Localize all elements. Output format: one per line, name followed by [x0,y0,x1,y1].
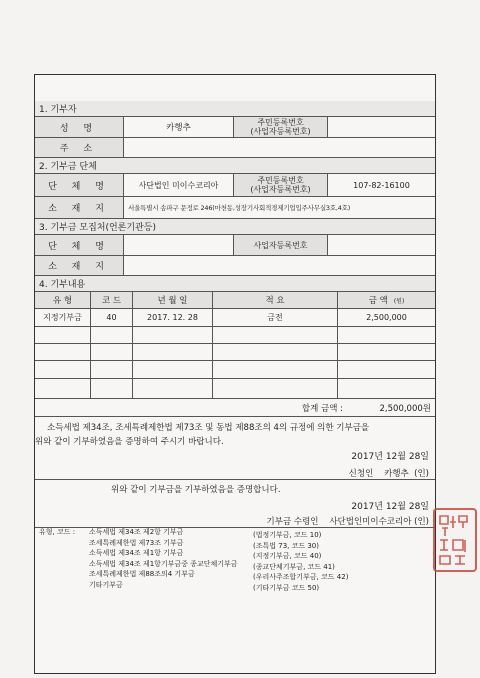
empty-cell [212,344,337,360]
table-row-empty [35,344,435,361]
recipient-id-label-2: (사업자등록번호) [250,185,311,194]
code-value: (우리사주조합기부금, 코드 42) [253,573,349,581]
confirmation-line: 위와 같이 기부금을 기부하였음을 증명합니다. [111,485,281,495]
empty-cell [212,361,337,378]
recipient-id-label-1: 주민등록번호 [257,176,304,185]
code-description: 소득세법 제34조 제1항기부금중 종교단체기부금 [89,559,238,568]
table-row-empty [35,379,435,399]
statement-line-2: 위와 같이 기부하였음을 증명하여 주시기 바랍니다. [35,437,224,447]
collector-location-row [35,256,435,276]
empty-cell [35,361,90,378]
col-desc-header: 적 요 [212,292,337,308]
code-value: (조특법 73, 코드 30) [253,541,319,550]
collector-section-header [35,219,435,235]
code-value: (법정기부금, 코드 10) [253,531,322,539]
recipient-section-header [35,158,435,174]
applicant-seal: (인) [414,469,429,479]
col-code-header: 코 드 [90,292,132,308]
receiver-name: 사단법인미이수코리아 [329,517,412,527]
collector-biz-value [327,235,435,255]
recipient-org-value: 사단법인 미이수코리아 [123,174,233,196]
codes-label: 유형, 코드 : [39,528,76,536]
applicant-label: 신청인 [348,469,374,479]
code-description: 기타기부금 [89,580,123,589]
col-amount-label: 금 액 [368,296,388,306]
recipient-id-value: 107-82-16100 [327,174,435,196]
donor-id-label-2: (사업자등록번호) [250,127,311,136]
donor-section-title: 1. 기부자 [39,105,77,115]
collector-biz-label: 사업자등록번호 [233,235,327,255]
codes-right-list [253,530,348,593]
empty-cell [90,344,132,360]
empty-cell [132,327,212,343]
statement-line-1: 소득세법 제34조, 조세특례제한법 제73조 및 동법 제88조의 4의 규정에 의한 기부금을 [47,423,370,433]
empty-cell [35,379,90,398]
table-row [35,309,435,327]
empty-cell [337,344,435,360]
donor-section-header [35,101,435,117]
empty-cell [90,379,132,398]
col-type-header: 유 형 [52,296,73,306]
recipient-location-row [35,197,435,219]
donor-id-label-1: 주민등록번호 [257,118,304,127]
total-row [35,399,435,417]
empty-cell [90,327,132,343]
seal-graphic [435,510,475,570]
codes-left-list [89,527,238,590]
col-date-header: 년 월 일 [132,292,212,308]
details-header-row [35,292,435,309]
code-description: 소득세법 제34조 제2항 기부금 [89,528,184,536]
applicant-name: 카행추 [384,469,409,479]
code-value: (기타기부금 코드 50) [253,583,320,592]
empty-cell [35,327,90,343]
statement-date: 2017년 12월 28일 [351,452,429,462]
table-row-empty [35,327,435,344]
collector-location-value [123,256,435,275]
recipient-location-label: 소 재 지 [35,197,123,218]
code-description: 조세특례제한법 제73조 기부금 [89,538,184,547]
table-row-empty [35,361,435,379]
collector-org-value [123,235,233,255]
recipient-id-label [233,174,327,196]
total-label: 합계 금액 : [301,403,343,414]
empty-cell [90,361,132,378]
collector-location-label: 소 재 지 [35,256,123,275]
details-section-header [35,276,435,292]
row-date: 2017. 12. 28 [132,309,212,326]
empty-cell [337,361,435,378]
donor-name-value: 카행추 [123,117,233,137]
col-amount-header [337,292,435,308]
confirmation-date: 2017년 12월 28일 [351,502,429,512]
donor-name-label: 성 명 [35,117,123,137]
donor-address-value [123,138,435,157]
empty-cell [132,379,212,398]
donor-id-label [233,117,327,137]
code-value: (종교단체기부금, 코드 41) [253,562,335,571]
recipient-org-row [35,174,435,197]
row-type: 지정기부금 [43,313,82,322]
divider [35,479,435,480]
empty-cell [132,344,212,360]
empty-cell [212,379,337,398]
empty-cell [337,327,435,343]
donor-id-value [327,117,435,137]
recipient-section-title: 2. 기부금 단체 [39,162,97,172]
donor-address-row [35,138,435,158]
recipient-location-value: 서울특별시 송파구 문정로 246(마천동,성장기사회적경제기업입주사무실3호,4호) [123,197,435,218]
details-section-title: 4. 기부내용 [39,280,86,290]
total-value: 2,500,000원 [379,403,431,414]
row-desc: 금전 [212,309,337,326]
receiver-signature [267,515,429,527]
collector-org-label: 단 체 명 [35,235,123,255]
code-description: 조세특례제한법 제88조의4 기부금 [89,570,195,578]
receiver-label: 기부금 수령인 [266,517,319,527]
empty-cell [212,327,337,343]
applicant-signature [349,467,429,479]
empty-cell [337,379,435,398]
donor-address-label: 주 소 [35,138,123,157]
donor-name-row [35,117,435,138]
receipt-form [34,74,436,674]
collector-org-row [35,235,435,256]
recipient-org-label: 단 체 명 [35,174,123,196]
row-amount: 2,500,000 [337,309,435,326]
col-amount-unit: (원) [393,297,405,305]
code-description: 소득세법 제34조 제1항 기부금 [89,549,184,557]
receiver-seal: (인) [414,517,429,527]
organization-seal [433,508,477,572]
empty-cell [35,344,90,360]
empty-cell [132,361,212,378]
code-value: (지정기부금, 코드 40) [253,552,322,560]
row-code: 40 [90,309,132,326]
collector-section-title: 3. 기부금 모집처(언론기관등) [39,223,156,233]
